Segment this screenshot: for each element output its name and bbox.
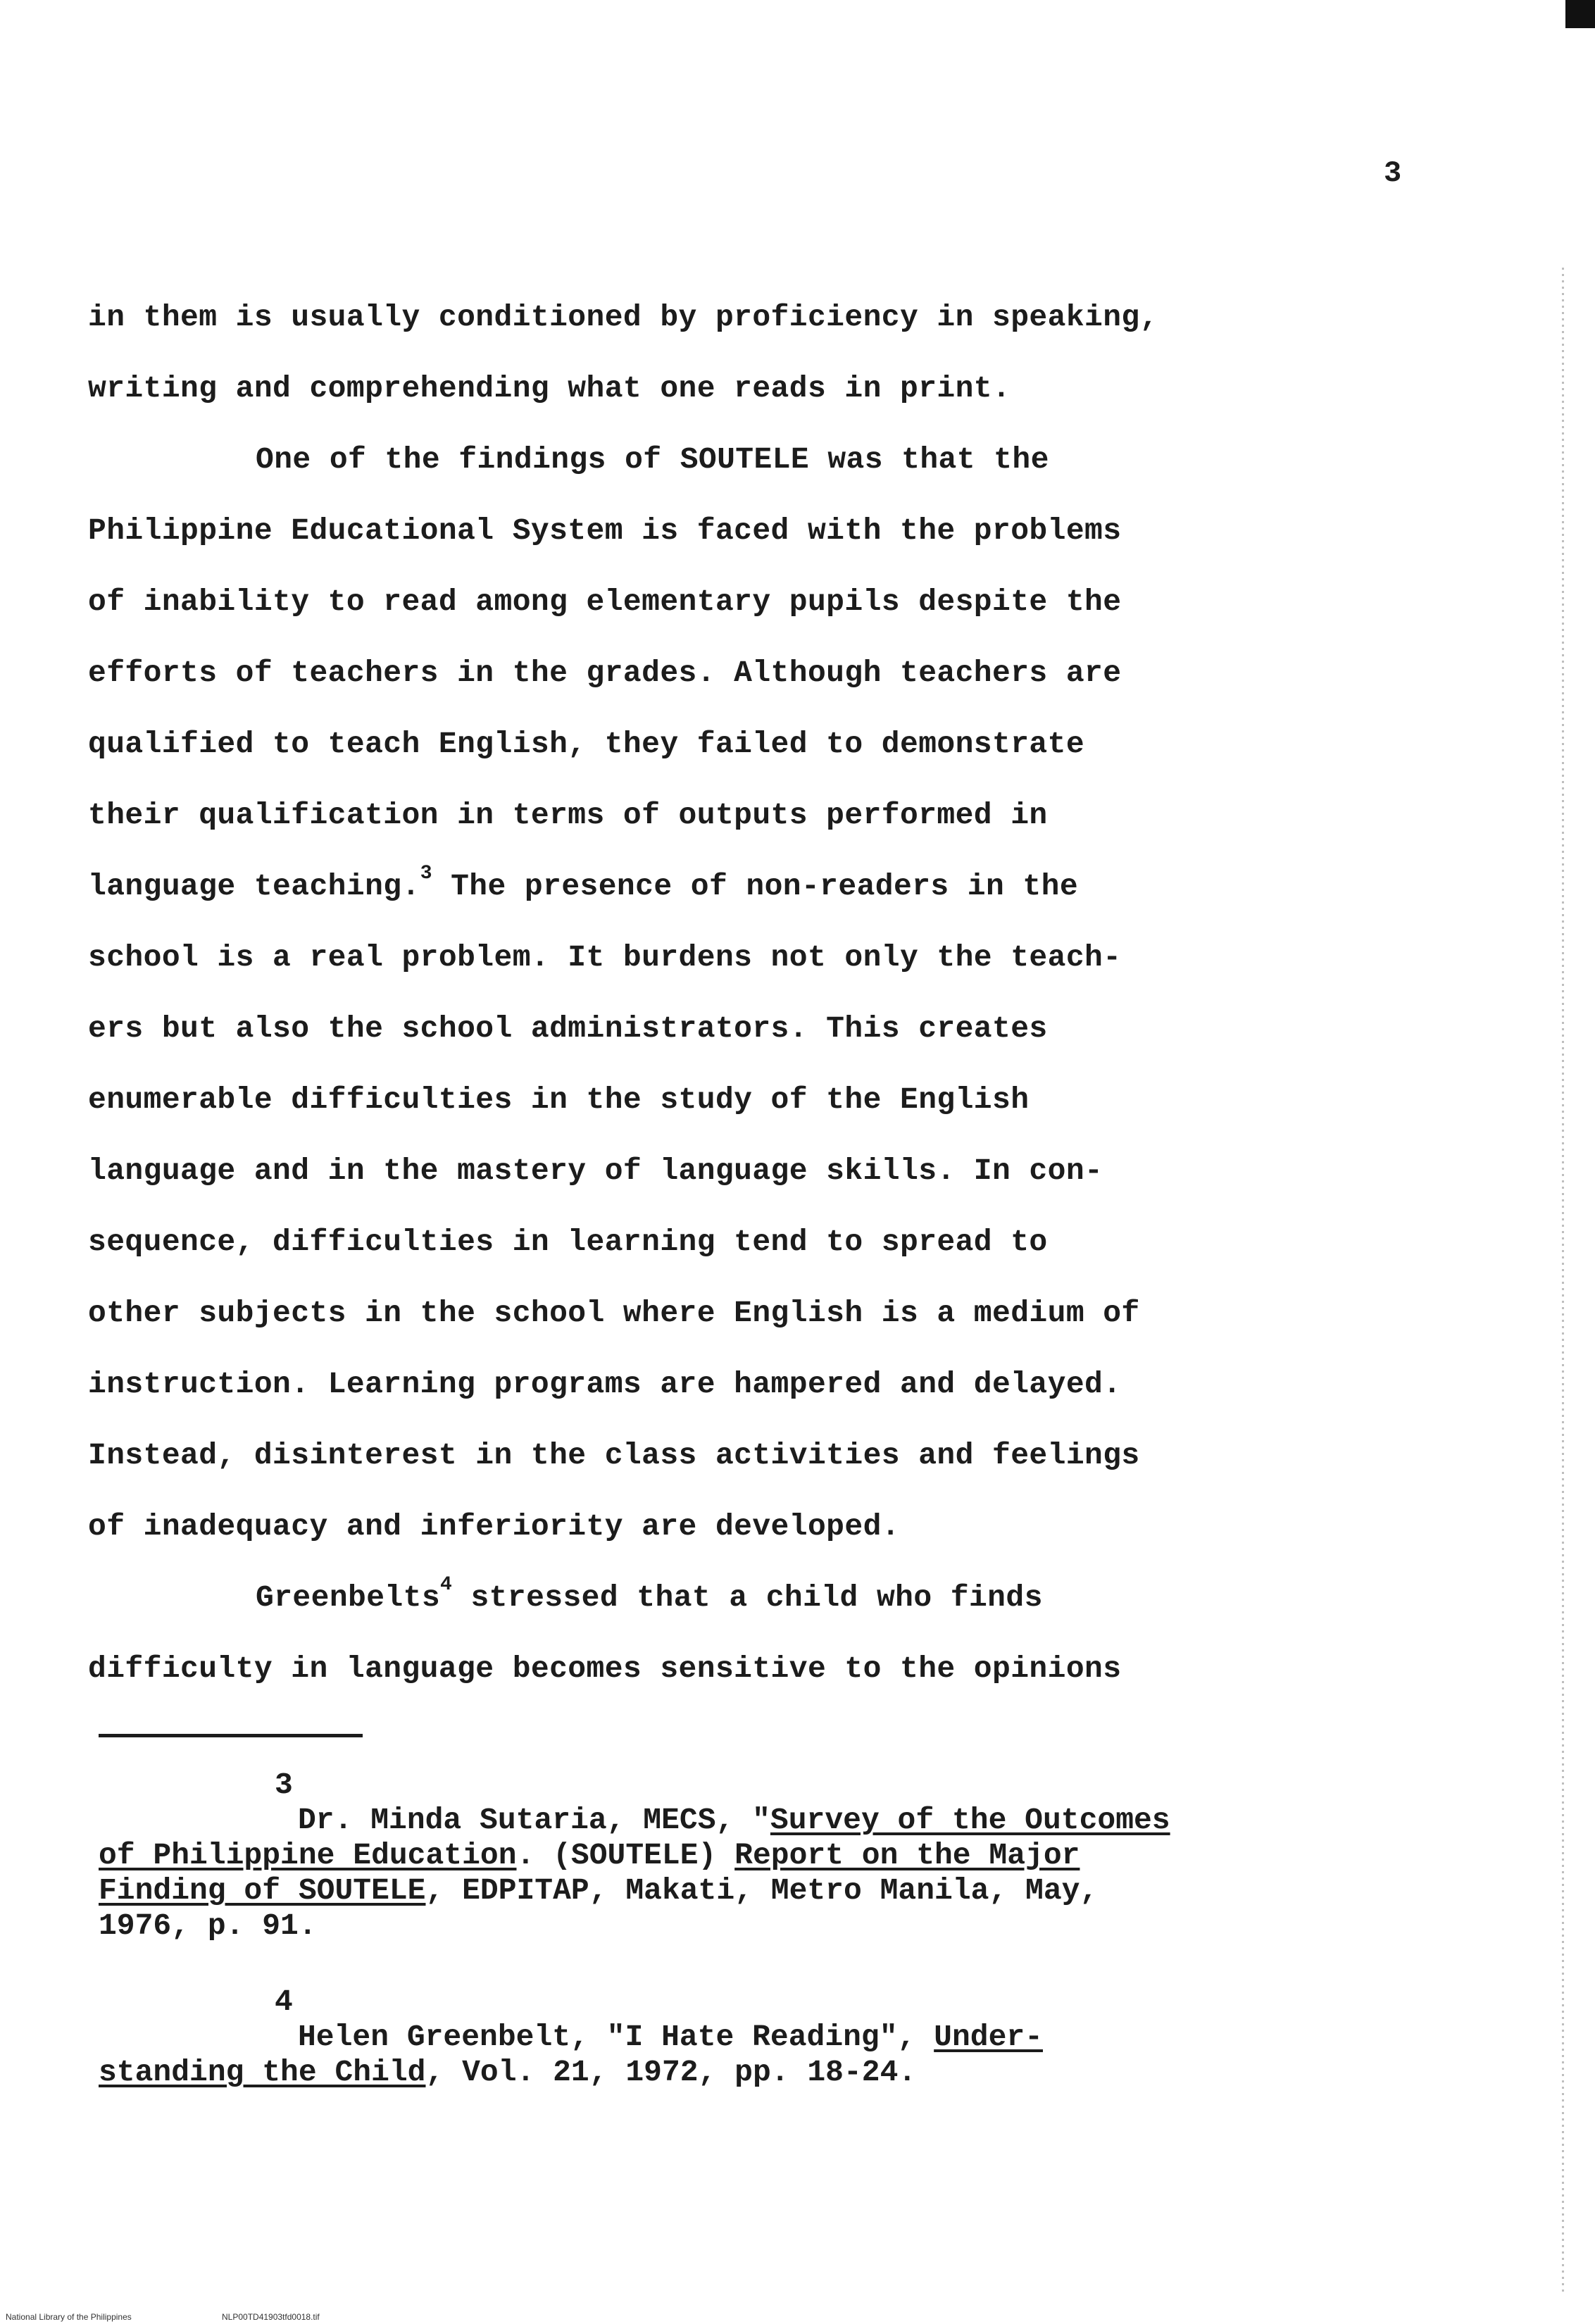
footnote-ref-3: 3 [420,862,432,885]
body-line: difficulty in language becomes sensitive to the opinions [88,1651,1122,1686]
body-line: language and in the mastery of language skills. In con- [88,1154,1103,1188]
footnote-line: 1976, p. 91. [99,1908,317,1943]
footnote-ref-4: 4 [440,1573,453,1596]
footnote-divider [99,1734,363,1737]
footnote-line: of Philippine Education. (SOUTELE) Report on the Major [99,1838,1080,1873]
footnote-marker: 4 [275,1985,293,2019]
scan-edge-artifact [1562,268,1564,2296]
footnote-3 [99,1768,1366,1944]
body-line: other subjects in the school where English is a medium of [88,1296,1140,1330]
body-line: instruction. Learning programs are hampered and delayed. [88,1367,1122,1401]
body-text [88,282,1356,1704]
body-line-paragraph-start: One of the findings of SOUTELE was that the [256,442,1049,477]
footnote-line: Helen Greenbelt, "I Hate Reading", Under- [298,2020,1043,2054]
body-line: Philippine Educational System is faced with the problems [88,513,1122,548]
footnote-4 [99,1985,1366,2090]
cited-report: Finding of SOUTELE [99,1873,426,1908]
body-line: their qualification in terms of outputs performed in [88,798,1048,832]
body-line: school is a real problem. It burdens not only the teach- [88,940,1122,975]
body-line: in them is usually conditioned by proficiency in speaking, [88,300,1158,335]
body-line-paragraph-start: Greenbelts$^4$ stressed that a child who finds [256,1573,1043,1615]
cited-report: Report on the Major [734,1838,1080,1873]
body-line: sequence, difficulties in learning tend to spread to [88,1225,1048,1259]
source-filename: NLP00TD41903tfd0018.tif [222,2312,320,2322]
body-line: enumerable difficulties in the study of the English [88,1082,1030,1117]
body-line: language teaching.$^3$ The presence of non-readers in the [88,862,1079,904]
body-line: of inability to read among elementary pupils despite the [88,585,1122,619]
body-line: writing and comprehending what one reads in print. [88,371,1011,406]
page-number: 3 [1384,156,1402,190]
footnote-line: Finding of SOUTELE, EDPITAP, Makati, Metro Manila, May, [99,1873,1099,1908]
cited-publication: standing the Child [99,2055,426,2089]
scan-corner-mark [1565,0,1595,28]
cited-title: of Philippine Education [99,1838,517,1873]
footnote-line: Dr. Minda Sutaria, MECS, "Survey of the Outcomes [298,1803,1170,1837]
body-line: efforts of teachers in the grades. Although teachers are [88,656,1122,690]
footnote-line: standing the Child, Vol. 21, 1972, pp. 18-24. [99,2055,917,2089]
cited-publication: Under- [934,2020,1043,2054]
body-line: Instead, disinterest in the class activities and feelings [88,1438,1140,1473]
body-line: ers but also the school administrators. This creates [88,1011,1048,1046]
body-line: of inadequacy and inferiority are developed. [88,1509,900,1544]
body-line: qualified to teach English, they failed to demonstrate [88,727,1085,761]
footnote-marker: 3 [275,1768,293,1802]
source-label: National Library of the Philippines [6,2312,132,2322]
cited-title: Survey of the Outcomes [770,1803,1170,1837]
